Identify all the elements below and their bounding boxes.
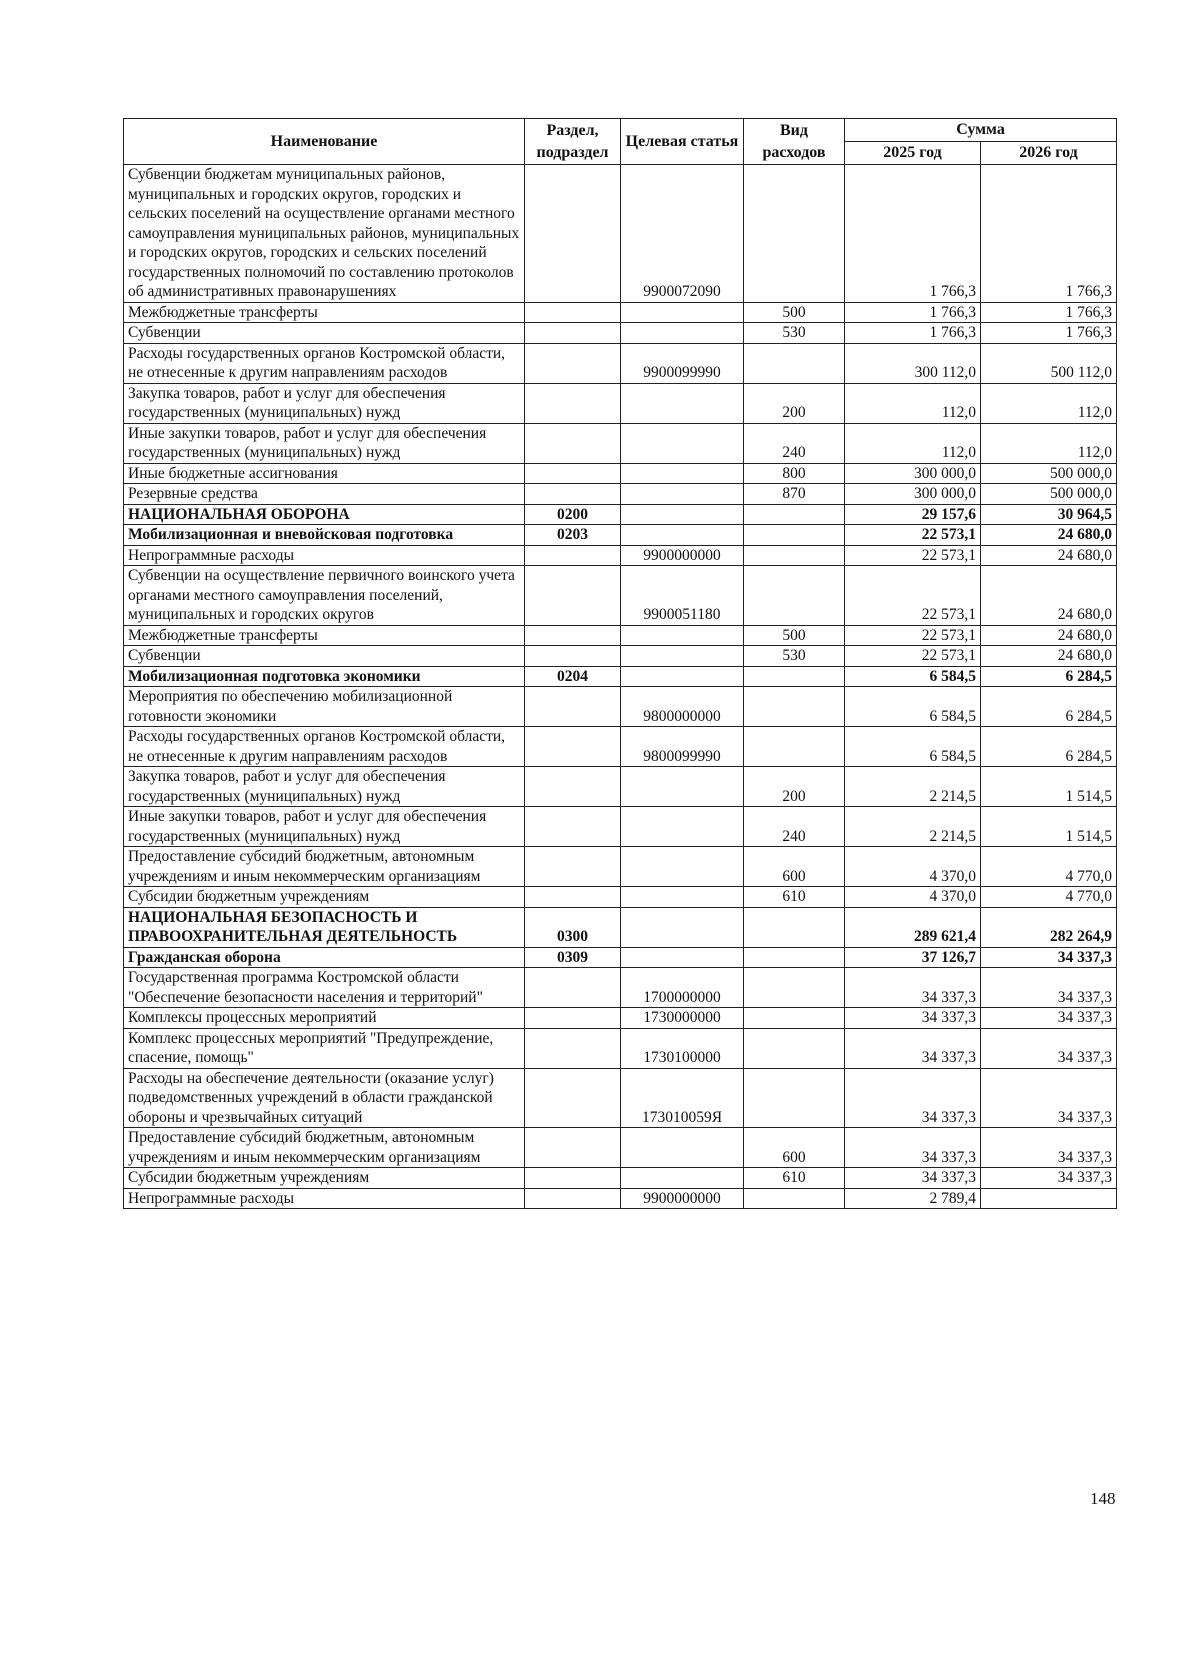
cell-name: Расходы государственных органов Костромской области, не отнесенные к другим направлениям расходов <box>124 727 525 767</box>
cell-2026 <box>981 1188 1117 1209</box>
cell-target: 9900051180 <box>621 566 744 626</box>
cell-name: Закупка товаров, работ и услуг для обеспечения государственных (муниципальных) нужд <box>124 383 525 423</box>
cell-2026: 34 337,3 <box>981 1028 1117 1068</box>
cell-2026: 1 514,5 <box>981 807 1117 847</box>
cell-2026: 24 680,0 <box>981 545 1117 566</box>
cell-section <box>525 968 621 1008</box>
cell-kind: 200 <box>744 383 845 423</box>
header-target: Целевая статья <box>621 119 744 165</box>
cell-section <box>525 343 621 383</box>
cell-target <box>621 423 744 463</box>
cell-target <box>621 907 744 947</box>
cell-section <box>525 625 621 646</box>
cell-section <box>525 484 621 505</box>
cell-name: НАЦИОНАЛЬНАЯ ОБОРОНА <box>124 504 525 525</box>
cell-section: 0309 <box>525 947 621 968</box>
cell-2025: 37 126,7 <box>845 947 981 968</box>
table-row <box>124 463 1117 484</box>
cell-kind: 240 <box>744 807 845 847</box>
cell-target <box>621 947 744 968</box>
table-row <box>124 666 1117 687</box>
table-row <box>124 887 1117 908</box>
cell-name: Иные бюджетные ассигнования <box>124 463 525 484</box>
cell-2026: 24 680,0 <box>981 625 1117 646</box>
cell-name: Субсидии бюджетным учреждениям <box>124 887 525 908</box>
cell-target <box>621 484 744 505</box>
cell-section: 0300 <box>525 907 621 947</box>
cell-2025: 289 621,4 <box>845 907 981 947</box>
table-body <box>124 165 1117 1209</box>
cell-section <box>525 566 621 626</box>
cell-kind: 610 <box>744 887 845 908</box>
page-number: 148 <box>1090 1489 1116 1508</box>
cell-section <box>525 847 621 887</box>
cell-name: Иные закупки товаров, работ и услуг для обеспечения государственных (муниципальных) нужд <box>124 807 525 847</box>
cell-target: 9800099990 <box>621 727 744 767</box>
cell-2025: 112,0 <box>845 383 981 423</box>
cell-name: Резервные средства <box>124 484 525 505</box>
cell-target: 1730000000 <box>621 1008 744 1029</box>
cell-name: Комплексы процессных мероприятий <box>124 1008 525 1029</box>
cell-section <box>525 1168 621 1189</box>
cell-kind: 240 <box>744 423 845 463</box>
cell-target: 1700000000 <box>621 968 744 1008</box>
cell-2026: 24 680,0 <box>981 566 1117 626</box>
header-section: Раздел, подраздел <box>525 119 621 165</box>
cell-section <box>525 1008 621 1029</box>
cell-target <box>621 666 744 687</box>
cell-2026: 6 284,5 <box>981 666 1117 687</box>
cell-target: 1730100000 <box>621 1028 744 1068</box>
cell-2026: 30 964,5 <box>981 504 1117 525</box>
cell-name: Предоставление субсидий бюджетным, автономным учреждениям и иным некоммерческим организациям <box>124 847 525 887</box>
table-row <box>124 343 1117 383</box>
cell-kind <box>744 1068 845 1128</box>
cell-target: 9900000000 <box>621 1188 744 1209</box>
cell-kind <box>744 687 845 727</box>
cell-2025: 22 573,1 <box>845 646 981 667</box>
cell-2025: 4 370,0 <box>845 887 981 908</box>
cell-name: НАЦИОНАЛЬНАЯ БЕЗОПАСНОСТЬ И ПРАВООХРАНИТЕЛЬНАЯ ДЕЯТЕЛЬНОСТЬ <box>124 907 525 947</box>
cell-2025: 6 584,5 <box>845 727 981 767</box>
cell-2025: 34 337,3 <box>845 1128 981 1168</box>
cell-section <box>525 165 621 303</box>
cell-name: Расходы государственных органов Костромской области, не отнесенные к другим направлениям расходов <box>124 343 525 383</box>
cell-kind <box>744 947 845 968</box>
table-row <box>124 907 1117 947</box>
cell-target <box>621 1128 744 1168</box>
cell-section <box>525 807 621 847</box>
cell-2026: 500 112,0 <box>981 343 1117 383</box>
cell-name: Комплекс процессных мероприятий "Предупреждение, спасение, помощь" <box>124 1028 525 1068</box>
table-row <box>124 1188 1117 1209</box>
table-row <box>124 1008 1117 1029</box>
cell-section <box>525 1128 621 1168</box>
cell-target <box>621 646 744 667</box>
cell-2026: 500 000,0 <box>981 484 1117 505</box>
cell-kind: 500 <box>744 625 845 646</box>
cell-2026: 34 337,3 <box>981 968 1117 1008</box>
cell-2026: 34 337,3 <box>981 1008 1117 1029</box>
cell-name: Субвенции <box>124 323 525 344</box>
cell-section <box>525 1188 621 1209</box>
cell-section: 0203 <box>525 525 621 546</box>
cell-2025: 1 766,3 <box>845 302 981 323</box>
cell-kind: 500 <box>744 302 845 323</box>
cell-section <box>525 1028 621 1068</box>
header-year-2026: 2026 год <box>981 142 1117 165</box>
cell-kind <box>744 1188 845 1209</box>
table-row <box>124 1028 1117 1068</box>
table-row <box>124 1168 1117 1189</box>
cell-2026: 34 337,3 <box>981 1128 1117 1168</box>
cell-target <box>621 383 744 423</box>
cell-2025: 2 789,4 <box>845 1188 981 1209</box>
table-row <box>124 302 1117 323</box>
cell-name: Субвенции бюджетам муниципальных районов, муниципальных и городских округов, городских и сельских поселений на осуществление органами местного самоуправления муниципальных районов, муниципальных и городских округов, городских и сельских поселений государственных полномочий по составлению протоколов об административных правонарушениях <box>124 165 525 303</box>
cell-section <box>525 727 621 767</box>
cell-2025: 34 337,3 <box>845 1008 981 1029</box>
cell-2026: 112,0 <box>981 423 1117 463</box>
cell-target <box>621 847 744 887</box>
cell-name: Гражданская оборона <box>124 947 525 968</box>
cell-name: Расходы на обеспечение деятельности (оказание услуг) подведомственных учреждений в области гражданской обороны и чрезвычайных ситуаций <box>124 1068 525 1128</box>
cell-2025: 34 337,3 <box>845 1168 981 1189</box>
cell-2026: 4 770,0 <box>981 847 1117 887</box>
cell-2025: 34 337,3 <box>845 968 981 1008</box>
table-row <box>124 323 1117 344</box>
cell-2025: 6 584,5 <box>845 666 981 687</box>
cell-kind: 530 <box>744 323 845 344</box>
cell-kind <box>744 504 845 525</box>
cell-section <box>525 687 621 727</box>
cell-2025: 1 766,3 <box>845 165 981 303</box>
cell-target <box>621 625 744 646</box>
table-row <box>124 525 1117 546</box>
cell-kind <box>744 165 845 303</box>
cell-target: 9900072090 <box>621 165 744 303</box>
header-sum: Сумма <box>845 119 1117 142</box>
cell-kind: 200 <box>744 767 845 807</box>
cell-kind <box>744 343 845 383</box>
cell-section: 0200 <box>525 504 621 525</box>
cell-section: 0204 <box>525 666 621 687</box>
cell-2026: 6 284,5 <box>981 687 1117 727</box>
table-header <box>124 119 1117 165</box>
header-year-2025: 2025 год <box>845 142 981 165</box>
cell-kind: 800 <box>744 463 845 484</box>
table-row <box>124 807 1117 847</box>
cell-name: Предоставление субсидий бюджетным, автономным учреждениям и иным некоммерческим организациям <box>124 1128 525 1168</box>
table-row <box>124 625 1117 646</box>
table-row <box>124 383 1117 423</box>
cell-2025: 112,0 <box>845 423 981 463</box>
cell-kind <box>744 727 845 767</box>
table-row <box>124 165 1117 303</box>
table-row <box>124 727 1117 767</box>
cell-kind <box>744 907 845 947</box>
cell-target: 9900099990 <box>621 343 744 383</box>
cell-target <box>621 302 744 323</box>
cell-target <box>621 504 744 525</box>
cell-2025: 300 112,0 <box>845 343 981 383</box>
table-row <box>124 767 1117 807</box>
cell-name: Государственная программа Костромской области "Обеспечение безопасности населения и территорий" <box>124 968 525 1008</box>
cell-section <box>525 323 621 344</box>
cell-2026: 1 766,3 <box>981 323 1117 344</box>
cell-2026: 34 337,3 <box>981 1068 1117 1128</box>
cell-section <box>525 1068 621 1128</box>
cell-section <box>525 463 621 484</box>
cell-2025: 300 000,0 <box>845 463 981 484</box>
cell-2026: 1 514,5 <box>981 767 1117 807</box>
cell-name: Межбюджетные трансферты <box>124 302 525 323</box>
cell-2026: 282 264,9 <box>981 907 1117 947</box>
cell-name: Мероприятия по обеспечению мобилизационной готовности экономики <box>124 687 525 727</box>
cell-target <box>621 767 744 807</box>
cell-2025: 2 214,5 <box>845 807 981 847</box>
cell-2025: 6 584,5 <box>845 687 981 727</box>
cell-2025: 4 370,0 <box>845 847 981 887</box>
cell-name: Субвенции <box>124 646 525 667</box>
cell-2025: 2 214,5 <box>845 767 981 807</box>
cell-2026: 4 770,0 <box>981 887 1117 908</box>
table-row <box>124 1068 1117 1128</box>
cell-target: 9800000000 <box>621 687 744 727</box>
cell-kind: 870 <box>744 484 845 505</box>
cell-2026: 1 766,3 <box>981 302 1117 323</box>
cell-2025: 34 337,3 <box>845 1068 981 1128</box>
table-row <box>124 566 1117 626</box>
cell-kind: 600 <box>744 1128 845 1168</box>
table-row <box>124 545 1117 566</box>
cell-2026: 112,0 <box>981 383 1117 423</box>
table-row <box>124 847 1117 887</box>
cell-name: Закупка товаров, работ и услуг для обеспечения государственных (муниципальных) нужд <box>124 767 525 807</box>
table-row <box>124 968 1117 1008</box>
cell-kind <box>744 545 845 566</box>
cell-2026: 500 000,0 <box>981 463 1117 484</box>
cell-2025: 22 573,1 <box>845 566 981 626</box>
cell-name: Мобилизационная и вневойсковая подготовка <box>124 525 525 546</box>
cell-2025: 29 157,6 <box>845 504 981 525</box>
cell-name: Субвенции на осуществление первичного воинского учета органами местного самоуправления поселений, муниципальных и городских округов <box>124 566 525 626</box>
cell-kind <box>744 666 845 687</box>
cell-target: 173010059Я <box>621 1068 744 1128</box>
cell-target: 9900000000 <box>621 545 744 566</box>
cell-name: Межбюджетные трансферты <box>124 625 525 646</box>
cell-2026: 24 680,0 <box>981 525 1117 546</box>
cell-name: Непрограммные расходы <box>124 1188 525 1209</box>
cell-kind: 610 <box>744 1168 845 1189</box>
table-row <box>124 947 1117 968</box>
cell-2026: 1 766,3 <box>981 165 1117 303</box>
cell-name: Субсидии бюджетным учреждениям <box>124 1168 525 1189</box>
cell-2026: 34 337,3 <box>981 1168 1117 1189</box>
cell-section <box>525 302 621 323</box>
table-row <box>124 687 1117 727</box>
cell-kind <box>744 525 845 546</box>
cell-kind <box>744 566 845 626</box>
cell-2025: 22 573,1 <box>845 545 981 566</box>
header-kind: Вид расходов <box>744 119 845 165</box>
cell-name: Мобилизационная подготовка экономики <box>124 666 525 687</box>
cell-2026: 6 284,5 <box>981 727 1117 767</box>
cell-target <box>621 807 744 847</box>
table-row <box>124 1128 1117 1168</box>
cell-section <box>525 423 621 463</box>
cell-target <box>621 323 744 344</box>
cell-kind: 530 <box>744 646 845 667</box>
cell-section <box>525 383 621 423</box>
cell-name: Иные закупки товаров, работ и услуг для обеспечения государственных (муниципальных) нужд <box>124 423 525 463</box>
table-row <box>124 504 1117 525</box>
cell-kind <box>744 968 845 1008</box>
cell-target <box>621 887 744 908</box>
table-row <box>124 484 1117 505</box>
cell-2025: 22 573,1 <box>845 525 981 546</box>
cell-2025: 1 766,3 <box>845 323 981 344</box>
cell-target <box>621 525 744 546</box>
cell-section <box>525 646 621 667</box>
cell-name: Непрограммные расходы <box>124 545 525 566</box>
cell-2025: 300 000,0 <box>845 484 981 505</box>
cell-2026: 24 680,0 <box>981 646 1117 667</box>
budget-table <box>123 118 1117 1209</box>
cell-2025: 22 573,1 <box>845 625 981 646</box>
cell-kind: 600 <box>744 847 845 887</box>
cell-2026: 34 337,3 <box>981 947 1117 968</box>
cell-target <box>621 463 744 484</box>
cell-kind <box>744 1008 845 1029</box>
header-name: Наименование <box>124 119 525 165</box>
table-row <box>124 646 1117 667</box>
table-row <box>124 423 1117 463</box>
cell-section <box>525 545 621 566</box>
cell-2025: 34 337,3 <box>845 1028 981 1068</box>
cell-target <box>621 1168 744 1189</box>
cell-section <box>525 767 621 807</box>
cell-kind <box>744 1028 845 1068</box>
cell-section <box>525 887 621 908</box>
